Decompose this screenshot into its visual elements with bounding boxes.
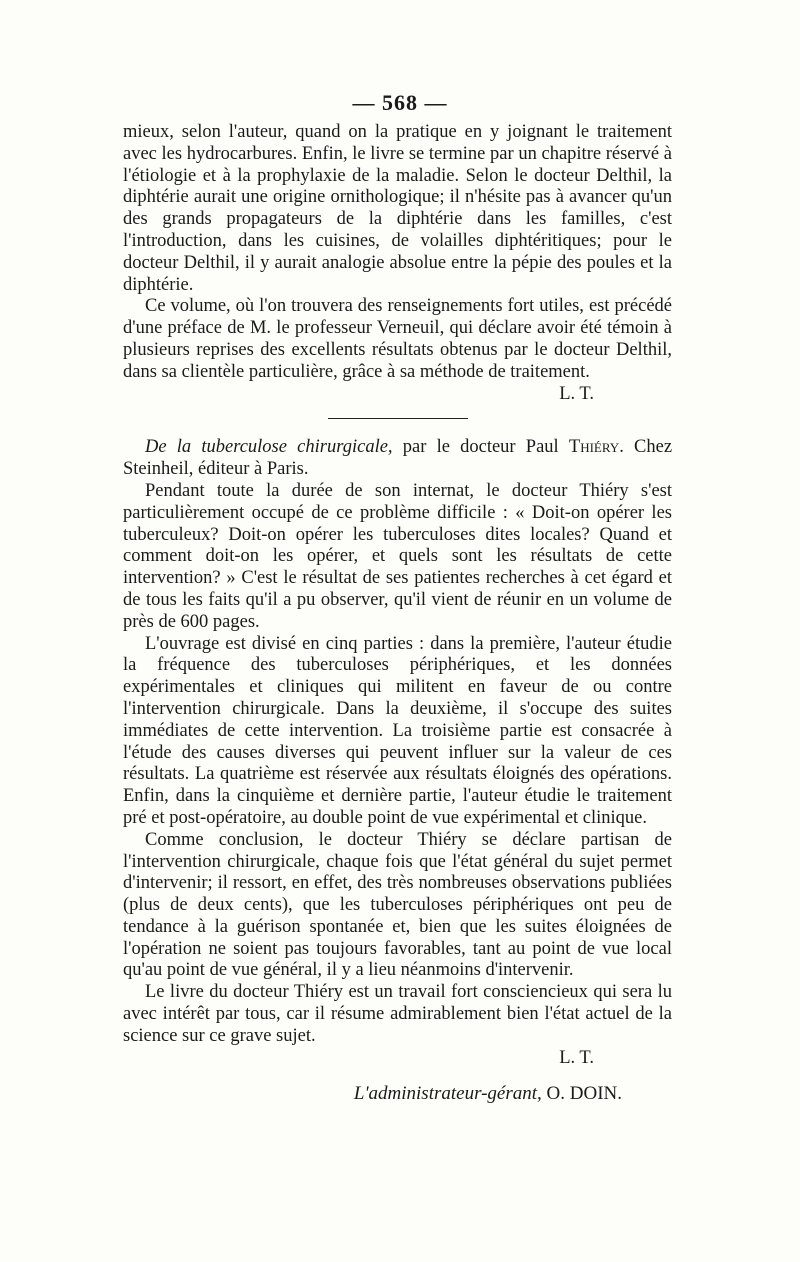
review-signature: L. T.: [559, 1047, 594, 1068]
review-paragraph: L'ouvrage est divisé en cinq parties : dans la première, l'auteur étudie la fréquence des tuberculoses périphériques, et les données expérimentales et cliniques qui militent en faveur de ou contre l'intervention chirurgicale. Dans la deuxième, il s'occupe des suites immédiates de cette intervention. La troisième partie est consacrée à l'étude des causes diverses qui peuvent influer sur la valeur de ces résultats. La quatrième est réservée aux résultats éloignés des opérations. Enfin, dans la cinquième et dernière partie, l'auteur étudie le traitement pré et post-opératoire, au double point de vue expérimental et clinique.: [123, 633, 672, 828]
page-number: — 568 —: [352, 90, 448, 115]
author-surname: Thiéry: [568, 437, 620, 458]
review-paragraph: Le livre du docteur Thiéry est un travail fort consciencieux qui sera lu avec intérêt par tous, car il résume admirablement bien l'état actuel de la science sur ce grave sujet.: [123, 982, 672, 1046]
footer-role: L'administrateur-gérant,: [353, 1083, 542, 1105]
publisher-footer: [123, 1083, 672, 1105]
review-paragraph: Ce volume, où l'on trouvera des renseignements fort utiles, est précédé d'une préface de M. le professeur Verneuil, qui déclare avoir été témoin à plusieurs reprises des excellents résultats obtenus par le docteur Delthil, dans sa clientèle particulière, grâce à sa méthode de traitement.: [123, 296, 672, 382]
page-body: [123, 122, 672, 1105]
review-heading-paragraph: [123, 437, 672, 481]
section-divider: [328, 418, 468, 419]
byline: par le docteur Paul: [402, 437, 559, 458]
review-paragraph: Comme conclusion, le docteur Thiéry se déclare partisan de l'intervention chirurgicale, chaque fois que l'état général du sujet permet d'intervenir; il ressort, en effet, des très nombreuses observations publiées (plus de deux cents), que les tuberculoses périphériques ont peu de tendance à la guérison spontanée et, bien que les suites éloignées de l'opération ne soient pas toujours favorables, tant au point de vue local qu'au point de vue général, il y a lieu néanmoins d'intervenir.: [123, 829, 672, 981]
publisher-info: . Chez Steinheil, éditeur à Paris.: [123, 437, 673, 480]
review-continuation-paragraph: mieux, selon l'auteur, quand on la pratique en y joignant le traitement avec les hydrocarbures. Enfin, le livre se termine par un chapitre réservé à l'étiologie et à la prophylaxie de la maladie. Selon le docteur Delthil, la diphtérie aurait une origine ornithologique; il n'hésite pas à avancer qu'un des grands propagateurs de la diphtérie dans les familles, c'est l'introduction, dans les cuisines, de volailles diphtéritiques; pour le docteur Delthil, il y aurait analogie absolue entre la pépie des poules et la diphtérie.: [123, 122, 672, 295]
review-paragraph: Pendant toute la durée de son internat, le docteur Thiéry s'est particulièrement occupé de ce problème difficile : « Doit-on opérer les tuberculeux? Doit-on opérer les tuberculoses dites locales? Quand et comment doit-on les opérer, et quels sont les résultats de cette intervention? » C'est le résultat de ses patientes recherches à cet égard et de tous les faits qu'il a pu observer, qu'il vient de réunir en un volume de près de 600 pages.: [123, 480, 672, 632]
review-signature: L. T.: [559, 383, 594, 404]
book-title: De la tuberculose chirurgicale,: [145, 437, 393, 458]
footer-name: O. DOIN.: [546, 1083, 622, 1105]
